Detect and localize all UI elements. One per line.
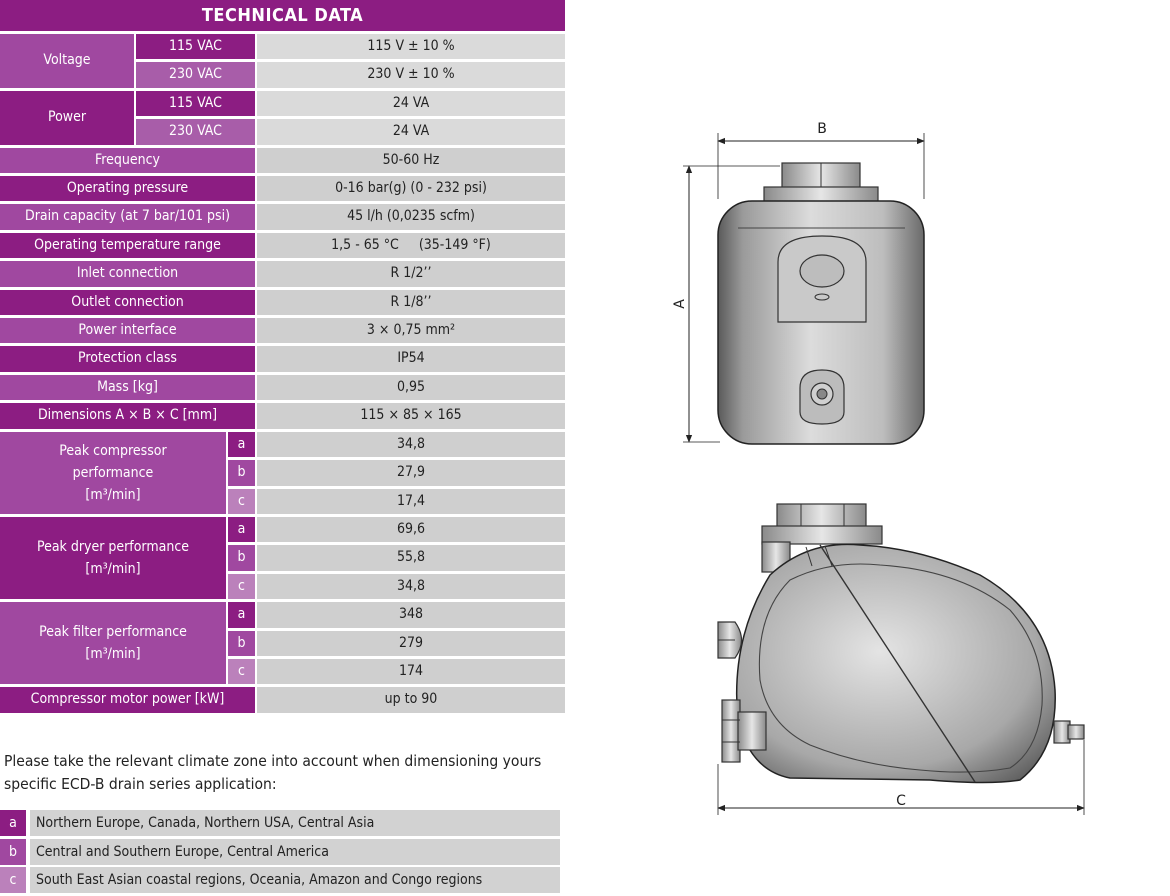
spec-value: 50-60 Hz — [257, 148, 565, 173]
table-row — [0, 148, 565, 173]
voltage-value-115: 115 V ± 10 % — [257, 34, 565, 59]
zone-text: Northern Europe, Canada, Northern USA, Central Asia — [30, 810, 560, 836]
spec-value: 34,8 — [257, 574, 565, 599]
power-sub-115: 115 VAC — [136, 91, 257, 116]
spec-value: 0,95 — [257, 375, 565, 400]
device-drawing — [640, 110, 1110, 830]
spec-label: Compressor motor power [kW] — [0, 687, 257, 712]
spec-label: Power interface — [0, 318, 257, 343]
spec-value: 27,9 — [257, 460, 565, 485]
power-value-115: 24 VA — [257, 91, 565, 116]
zone-key: b — [228, 545, 257, 570]
dimension-c-label: C — [896, 793, 906, 809]
spec-label: Operating pressure — [0, 176, 257, 201]
spec-value: 17,4 — [257, 489, 565, 514]
peak-dryer-label-line: Peak dryer performance — [36, 539, 190, 556]
list-item — [0, 810, 560, 836]
spec-value: 69,6 — [257, 517, 565, 542]
table-title: TECHNICAL DATA — [0, 0, 565, 31]
spec-value: IP54 — [257, 346, 565, 371]
dimension-a-label: A — [672, 299, 688, 309]
table-row — [0, 91, 565, 116]
table-row — [0, 687, 565, 712]
peak-filter-label-line: Peak filter performance — [39, 624, 187, 641]
spec-value: 1,5 - 65 °C (35-149 °F) — [257, 233, 565, 258]
spec-label: Inlet connection — [0, 261, 257, 286]
peak-dryer-label — [0, 517, 228, 599]
zone-key: b — [228, 631, 257, 656]
voltage-sub-230: 230 VAC — [136, 62, 257, 87]
zone-text: South East Asian coastal regions, Oceania, Amazon and Congo regions — [30, 867, 560, 893]
power-sub-230: 230 VAC — [136, 119, 257, 144]
zone-text: Central and Southern Europe, Central America — [30, 839, 560, 865]
spec-value: 174 — [257, 659, 565, 684]
spec-value: 55,8 — [257, 545, 565, 570]
peak-compressor-label-line: performance — [72, 464, 154, 481]
power-value-230: 24 VA — [257, 119, 565, 144]
spec-label: Frequency — [0, 148, 257, 173]
spec-value: up to 90 — [257, 687, 565, 712]
list-item — [0, 867, 560, 893]
table-row — [0, 403, 565, 428]
peak-dryer-label-unit: [m³/min] — [85, 561, 141, 578]
table-row — [0, 318, 565, 343]
power-label: Power — [0, 91, 136, 145]
climate-zone-legend — [0, 810, 560, 896]
zone-key: a — [228, 517, 257, 542]
dimension-b-label: B — [817, 121, 827, 137]
spec-value: 115 × 85 × 165 — [257, 403, 565, 428]
spec-label: Drain capacity (at 7 bar/101 psi) — [0, 204, 257, 229]
spec-label: Outlet connection — [0, 290, 257, 315]
table-row — [0, 261, 565, 286]
table-row — [0, 375, 565, 400]
table-row — [0, 176, 565, 201]
peak-compressor-label-unit: [m³/min] — [85, 486, 141, 503]
climate-note: Please take the relevant climate zone into account when dimensioning yours specific ECD-B drain series application: — [4, 752, 542, 793]
spec-value: 34,8 — [257, 432, 565, 457]
spec-label: Protection class — [0, 346, 257, 371]
spec-value: 279 — [257, 631, 565, 656]
table-row — [0, 517, 565, 542]
technical-data-table — [0, 0, 565, 716]
table-row — [0, 602, 565, 627]
spec-value: 3 × 0,75 mm² — [257, 318, 565, 343]
zone-key: c — [0, 867, 26, 893]
spec-label: Mass [kg] — [0, 375, 257, 400]
spec-value: 348 — [257, 602, 565, 627]
zone-key: c — [228, 659, 257, 684]
peak-filter-label — [0, 602, 228, 684]
spec-value: R 1/2’’ — [257, 261, 565, 286]
zone-key: b — [0, 839, 26, 865]
spec-label: Operating temperature range — [0, 233, 257, 258]
table-row — [0, 204, 565, 229]
table-row — [0, 34, 565, 59]
front-view — [672, 121, 924, 444]
list-item — [0, 839, 560, 865]
zone-key: a — [228, 602, 257, 627]
zone-key: a — [0, 810, 26, 836]
voltage-value-230: 230 V ± 10 % — [257, 62, 565, 87]
spec-value: 0-16 bar(g) (0 - 232 psi) — [257, 176, 565, 201]
table-row — [0, 346, 565, 371]
table-row — [0, 432, 565, 457]
peak-compressor-label-line: Peak compressor — [59, 442, 167, 459]
peak-compressor-label — [0, 432, 228, 514]
spec-label: Dimensions A × B × C [mm] — [0, 403, 257, 428]
spec-value: 45 l/h (0,0235 scfm) — [257, 204, 565, 229]
spec-value: R 1/8’’ — [257, 290, 565, 315]
zone-key: c — [228, 574, 257, 599]
table-row — [0, 290, 565, 315]
side-view — [718, 504, 1084, 815]
table-row — [0, 233, 565, 258]
voltage-label: Voltage — [0, 34, 136, 88]
zone-key: c — [228, 489, 257, 514]
voltage-sub-115: 115 VAC — [136, 34, 257, 59]
zone-key: a — [228, 432, 257, 457]
peak-filter-label-unit: [m³/min] — [85, 646, 141, 663]
zone-key: b — [228, 460, 257, 485]
